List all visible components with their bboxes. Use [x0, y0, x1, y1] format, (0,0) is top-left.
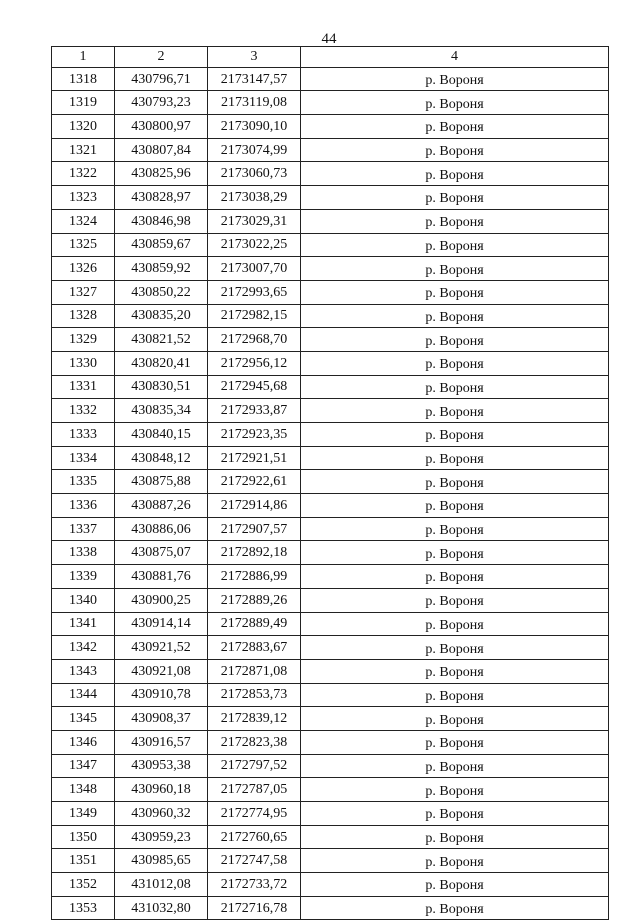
table-row [52, 304, 609, 328]
table-row [52, 257, 609, 281]
y-coordinate-cell: 2172871,08 [208, 659, 301, 683]
point-number-cell: 1345 [52, 707, 115, 731]
table-row [52, 494, 609, 518]
x-coordinate-cell: 430900,25 [115, 588, 208, 612]
y-coordinate-cell: 2173022,25 [208, 233, 301, 257]
table-row [52, 423, 609, 447]
x-coordinate-cell: 430960,18 [115, 778, 208, 802]
description-cell: р. Вороня [301, 233, 609, 257]
description-cell: р. Вороня [301, 659, 609, 683]
description-cell: р. Вороня [301, 67, 609, 91]
point-number-cell: 1350 [52, 825, 115, 849]
x-coordinate-cell: 430793,23 [115, 91, 208, 115]
table-row [52, 778, 609, 802]
table-row [52, 115, 609, 139]
y-coordinate-cell: 2172787,05 [208, 778, 301, 802]
coordinates-table [51, 46, 609, 920]
description-cell: р. Вороня [301, 115, 609, 139]
x-coordinate-cell: 430910,78 [115, 683, 208, 707]
description-cell: р. Вороня [301, 636, 609, 660]
point-number-cell: 1333 [52, 423, 115, 447]
y-coordinate-cell: 2173029,31 [208, 209, 301, 233]
table-row [52, 351, 609, 375]
point-number-cell: 1337 [52, 517, 115, 541]
x-coordinate-cell: 430859,92 [115, 257, 208, 281]
x-coordinate-cell: 430850,22 [115, 280, 208, 304]
description-cell: р. Вороня [301, 778, 609, 802]
point-number-cell: 1351 [52, 849, 115, 873]
description-cell: р. Вороня [301, 517, 609, 541]
y-coordinate-cell: 2172933,87 [208, 399, 301, 423]
description-cell: р. Вороня [301, 730, 609, 754]
table-row [52, 565, 609, 589]
point-number-cell: 1331 [52, 375, 115, 399]
header-row [52, 47, 609, 68]
description-cell: р. Вороня [301, 612, 609, 636]
y-coordinate-cell: 2173007,70 [208, 257, 301, 281]
table-row [52, 849, 609, 873]
point-number-cell: 1335 [52, 470, 115, 494]
table-row [52, 873, 609, 897]
description-cell: р. Вороня [301, 186, 609, 210]
point-number-cell: 1341 [52, 612, 115, 636]
y-coordinate-cell: 2173038,29 [208, 186, 301, 210]
x-coordinate-cell: 430953,38 [115, 754, 208, 778]
point-number-cell: 1319 [52, 91, 115, 115]
x-coordinate-cell: 430887,26 [115, 494, 208, 518]
y-coordinate-cell: 2172823,38 [208, 730, 301, 754]
point-number-cell: 1324 [52, 209, 115, 233]
x-coordinate-cell: 430846,98 [115, 209, 208, 233]
y-coordinate-cell: 2172883,67 [208, 636, 301, 660]
x-coordinate-cell: 430959,23 [115, 825, 208, 849]
description-cell: р. Вороня [301, 802, 609, 826]
y-coordinate-cell: 2172907,57 [208, 517, 301, 541]
table-row [52, 138, 609, 162]
header-col-4: 4 [301, 47, 609, 68]
table-row [52, 802, 609, 826]
x-coordinate-cell: 430916,57 [115, 730, 208, 754]
table-row [52, 825, 609, 849]
description-cell: р. Вороня [301, 138, 609, 162]
point-number-cell: 1330 [52, 351, 115, 375]
y-coordinate-cell: 2173090,10 [208, 115, 301, 139]
y-coordinate-cell: 2173147,57 [208, 67, 301, 91]
y-coordinate-cell: 2172797,52 [208, 754, 301, 778]
table-row [52, 588, 609, 612]
header-col-2: 2 [115, 47, 208, 68]
point-number-cell: 1321 [52, 138, 115, 162]
table-row [52, 541, 609, 565]
point-number-cell: 1332 [52, 399, 115, 423]
description-cell: р. Вороня [301, 707, 609, 731]
x-coordinate-cell: 430914,14 [115, 612, 208, 636]
x-coordinate-cell: 430835,34 [115, 399, 208, 423]
x-coordinate-cell: 430840,15 [115, 423, 208, 447]
point-number-cell: 1344 [52, 683, 115, 707]
x-coordinate-cell: 430908,37 [115, 707, 208, 731]
description-cell: р. Вороня [301, 304, 609, 328]
header-col-3: 3 [208, 47, 301, 68]
point-number-cell: 1320 [52, 115, 115, 139]
table-row [52, 659, 609, 683]
y-coordinate-cell: 2172889,49 [208, 612, 301, 636]
point-number-cell: 1318 [52, 67, 115, 91]
y-coordinate-cell: 2172982,15 [208, 304, 301, 328]
point-number-cell: 1326 [52, 257, 115, 281]
table-row [52, 446, 609, 470]
point-number-cell: 1336 [52, 494, 115, 518]
x-coordinate-cell: 430828,97 [115, 186, 208, 210]
table-row [52, 162, 609, 186]
x-coordinate-cell: 430820,41 [115, 351, 208, 375]
point-number-cell: 1342 [52, 636, 115, 660]
point-number-cell: 1334 [52, 446, 115, 470]
point-number-cell: 1346 [52, 730, 115, 754]
description-cell: р. Вороня [301, 162, 609, 186]
table-row [52, 67, 609, 91]
description-cell: р. Вороня [301, 257, 609, 281]
description-cell: р. Вороня [301, 399, 609, 423]
table-header [52, 47, 609, 68]
description-cell: р. Вороня [301, 328, 609, 352]
table-row [52, 683, 609, 707]
description-cell: р. Вороня [301, 849, 609, 873]
description-cell: р. Вороня [301, 825, 609, 849]
x-coordinate-cell: 430881,76 [115, 565, 208, 589]
y-coordinate-cell: 2172993,65 [208, 280, 301, 304]
x-coordinate-cell: 430821,52 [115, 328, 208, 352]
table-row [52, 186, 609, 210]
y-coordinate-cell: 2172733,72 [208, 873, 301, 897]
x-coordinate-cell: 430875,88 [115, 470, 208, 494]
y-coordinate-cell: 2172889,26 [208, 588, 301, 612]
table-row [52, 375, 609, 399]
x-coordinate-cell: 430875,07 [115, 541, 208, 565]
point-number-cell: 1348 [52, 778, 115, 802]
x-coordinate-cell: 430985,65 [115, 849, 208, 873]
x-coordinate-cell: 430960,32 [115, 802, 208, 826]
y-coordinate-cell: 2172968,70 [208, 328, 301, 352]
y-coordinate-cell: 2172853,73 [208, 683, 301, 707]
description-cell: р. Вороня [301, 423, 609, 447]
point-number-cell: 1328 [52, 304, 115, 328]
table-row [52, 209, 609, 233]
x-coordinate-cell: 430807,84 [115, 138, 208, 162]
point-number-cell: 1349 [52, 802, 115, 826]
point-number-cell: 1347 [52, 754, 115, 778]
description-cell: р. Вороня [301, 873, 609, 897]
table-row [52, 280, 609, 304]
table-row [52, 233, 609, 257]
table-row [52, 517, 609, 541]
table-row [52, 91, 609, 115]
x-coordinate-cell: 430835,20 [115, 304, 208, 328]
y-coordinate-cell: 2172892,18 [208, 541, 301, 565]
table-row [52, 636, 609, 660]
description-cell: р. Вороня [301, 91, 609, 115]
table-row [52, 612, 609, 636]
description-cell: р. Вороня [301, 896, 609, 920]
point-number-cell: 1329 [52, 328, 115, 352]
point-number-cell: 1343 [52, 659, 115, 683]
description-cell: р. Вороня [301, 565, 609, 589]
y-coordinate-cell: 2172923,35 [208, 423, 301, 447]
y-coordinate-cell: 2172914,86 [208, 494, 301, 518]
x-coordinate-cell: 430825,96 [115, 162, 208, 186]
x-coordinate-cell: 430800,97 [115, 115, 208, 139]
y-coordinate-cell: 2172716,78 [208, 896, 301, 920]
x-coordinate-cell: 430921,52 [115, 636, 208, 660]
point-number-cell: 1340 [52, 588, 115, 612]
description-cell: р. Вороня [301, 446, 609, 470]
point-number-cell: 1322 [52, 162, 115, 186]
page-number: 44 [321, 31, 337, 47]
y-coordinate-cell: 2173074,99 [208, 138, 301, 162]
y-coordinate-cell: 2172747,58 [208, 849, 301, 873]
y-coordinate-cell: 2172774,95 [208, 802, 301, 826]
x-coordinate-cell: 430921,08 [115, 659, 208, 683]
description-cell: р. Вороня [301, 470, 609, 494]
x-coordinate-cell: 430830,51 [115, 375, 208, 399]
description-cell: р. Вороня [301, 541, 609, 565]
description-cell: р. Вороня [301, 683, 609, 707]
description-cell: р. Вороня [301, 754, 609, 778]
x-coordinate-cell: 430859,67 [115, 233, 208, 257]
x-coordinate-cell: 430796,71 [115, 67, 208, 91]
point-number-cell: 1327 [52, 280, 115, 304]
point-number-cell: 1338 [52, 541, 115, 565]
description-cell: р. Вороня [301, 494, 609, 518]
point-number-cell: 1325 [52, 233, 115, 257]
description-cell: р. Вороня [301, 280, 609, 304]
table-row [52, 896, 609, 920]
y-coordinate-cell: 2172921,51 [208, 446, 301, 470]
y-coordinate-cell: 2172945,68 [208, 375, 301, 399]
x-coordinate-cell: 431012,08 [115, 873, 208, 897]
y-coordinate-cell: 2172886,99 [208, 565, 301, 589]
table-row [52, 328, 609, 352]
description-cell: р. Вороня [301, 351, 609, 375]
description-cell: р. Вороня [301, 588, 609, 612]
description-cell: р. Вороня [301, 209, 609, 233]
table-body [52, 67, 609, 920]
y-coordinate-cell: 2172956,12 [208, 351, 301, 375]
table-row [52, 399, 609, 423]
point-number-cell: 1352 [52, 873, 115, 897]
y-coordinate-cell: 2173060,73 [208, 162, 301, 186]
y-coordinate-cell: 2172760,65 [208, 825, 301, 849]
y-coordinate-cell: 2172839,12 [208, 707, 301, 731]
x-coordinate-cell: 430886,06 [115, 517, 208, 541]
description-cell: р. Вороня [301, 375, 609, 399]
point-number-cell: 1323 [52, 186, 115, 210]
table-row [52, 754, 609, 778]
table-row [52, 707, 609, 731]
y-coordinate-cell: 2172922,61 [208, 470, 301, 494]
x-coordinate-cell: 430848,12 [115, 446, 208, 470]
y-coordinate-cell: 2173119,08 [208, 91, 301, 115]
point-number-cell: 1353 [52, 896, 115, 920]
table-row [52, 470, 609, 494]
table-row [52, 730, 609, 754]
x-coordinate-cell: 431032,80 [115, 896, 208, 920]
point-number-cell: 1339 [52, 565, 115, 589]
header-col-1: 1 [52, 47, 115, 68]
